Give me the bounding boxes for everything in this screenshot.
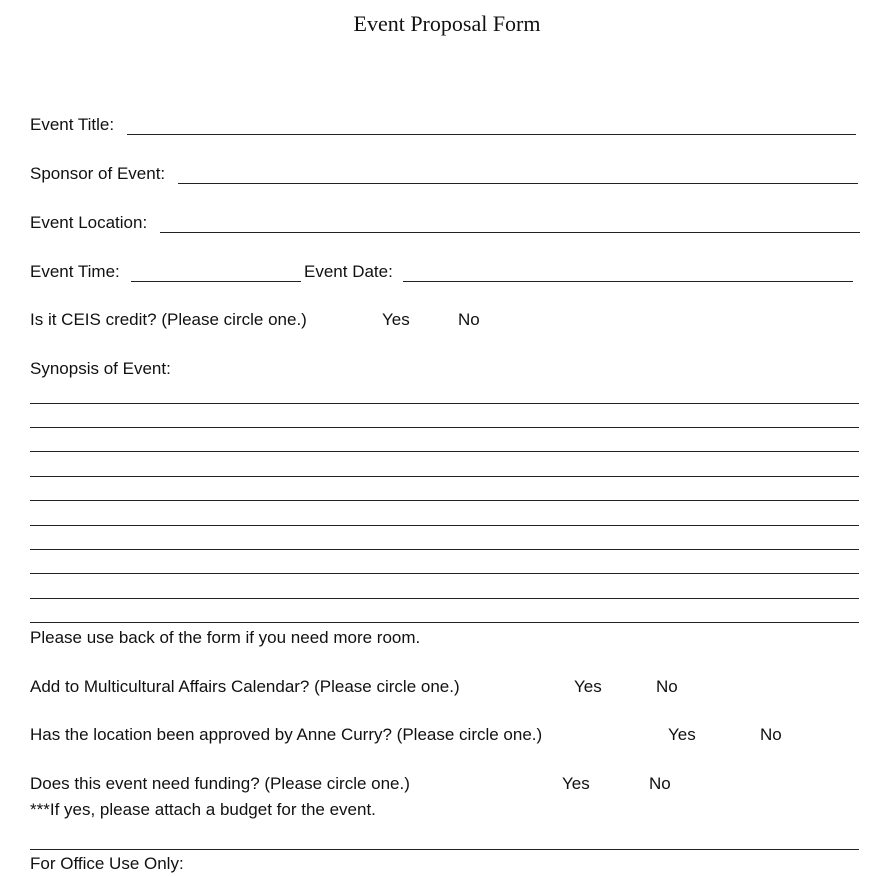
synopsis-line[interactable] <box>30 500 859 501</box>
time-label: Event Time: <box>30 262 120 281</box>
synopsis-line[interactable] <box>30 451 859 452</box>
date-label: Event Date: <box>304 262 393 281</box>
budget-note: ***If yes, please attach a budget for the event. <box>30 800 376 819</box>
office-divider <box>30 849 859 850</box>
synopsis-line[interactable] <box>30 476 859 477</box>
event-title-label: Event Title: <box>30 115 115 134</box>
back-of-form-note: Please use back of the form if you need more room. <box>30 628 421 647</box>
ceis-question: Is it CEIS credit? (Please circle one.) <box>30 310 307 329</box>
synopsis-line[interactable] <box>30 598 859 599</box>
synopsis-line[interactable] <box>30 573 859 574</box>
sponsor-label: Sponsor of Event: <box>30 164 166 183</box>
funding-no-option[interactable]: No <box>649 774 671 793</box>
calendar-yes-option[interactable]: Yes <box>574 677 602 696</box>
synopsis-line[interactable] <box>30 525 859 526</box>
approval-question: Has the location been approved by Anne Curry? (Please circle one.) <box>30 725 543 744</box>
office-use-label: For Office Use Only: <box>30 854 184 873</box>
approval-yes-option[interactable]: Yes <box>668 725 696 744</box>
funding-question: Does this event need funding? (Please circle one.) <box>30 774 410 793</box>
ceis-no-option[interactable]: No <box>458 310 480 329</box>
event-title-field[interactable] <box>127 134 856 135</box>
date-field[interactable] <box>403 281 853 282</box>
synopsis-line[interactable] <box>30 403 859 404</box>
location-label: Event Location: <box>30 213 148 232</box>
form-title: Event Proposal Form <box>353 11 541 36</box>
synopsis-line[interactable] <box>30 622 859 623</box>
sponsor-field[interactable] <box>178 183 858 184</box>
calendar-question: Add to Multicultural Affairs Calendar? (Please circle one.) <box>30 677 460 696</box>
location-field[interactable] <box>160 232 860 233</box>
funding-yes-option[interactable]: Yes <box>562 774 590 793</box>
synopsis-line[interactable] <box>30 549 859 550</box>
calendar-no-option[interactable]: No <box>656 677 678 696</box>
time-field[interactable] <box>131 281 301 282</box>
synopsis-line[interactable] <box>30 427 859 428</box>
ceis-yes-option[interactable]: Yes <box>382 310 410 329</box>
approval-no-option[interactable]: No <box>760 725 782 744</box>
synopsis-label: Synopsis of Event: <box>30 359 171 378</box>
